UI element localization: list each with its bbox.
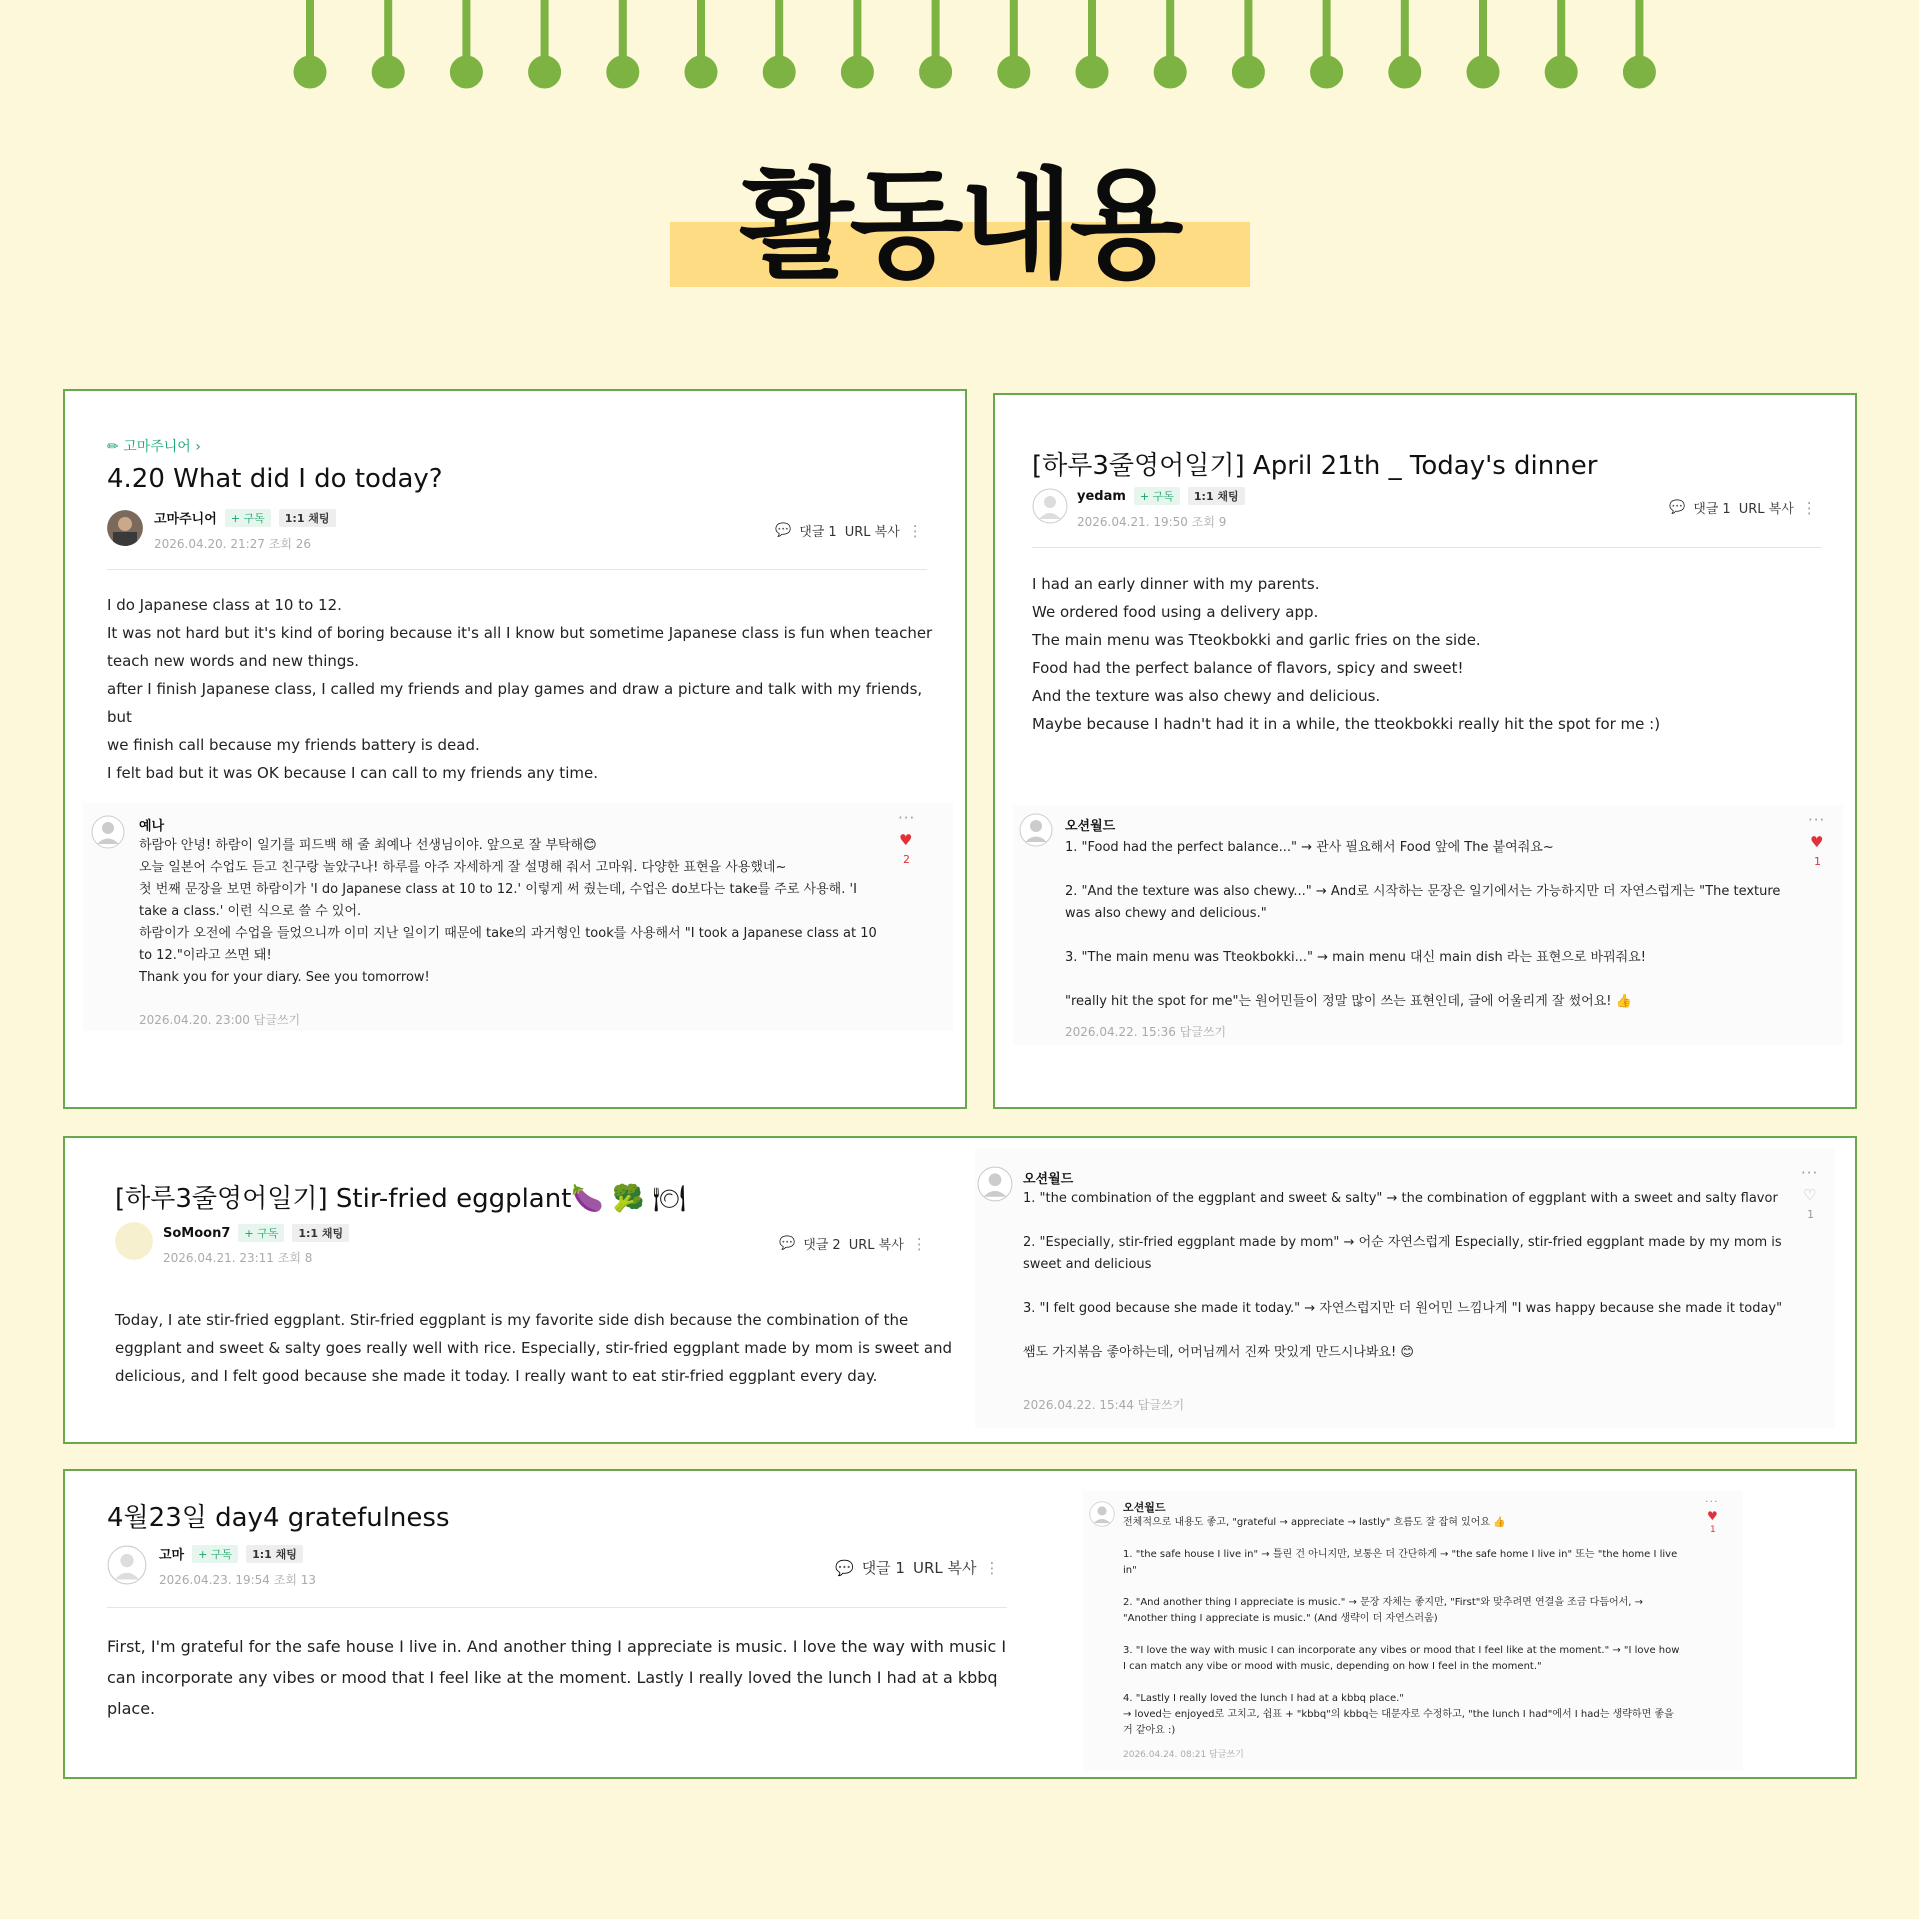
url-copy-button[interactable]: URL 복사 bbox=[844, 525, 900, 540]
comment-more-icon[interactable]: ··· bbox=[1801, 1164, 1819, 1182]
post-title: 4.20 What did I do today? bbox=[107, 464, 443, 494]
comment-text: 1. "the combination of the eggplant and sweet & salty" → the combination of eggplant with a sweet and salty flavor 2. "Especially, stir-fried eggplant made by mom" → 어순 자연스럽게 Especially, stir-fried eggplant made by my mom is sweet and delicious 3. "I felt good because she made it today." → 자연스럽지만 더 원어민 느낌나게 "I was happy because she made it today" 쌤도 가지볶음 좋아하는데, 어머님께서 진짜 맛있게 만드시나봐요! 😊 bbox=[1023, 1191, 1783, 1360]
url-copy-button[interactable]: URL 복사 bbox=[912, 1559, 977, 1577]
more-icon[interactable]: ⋮ bbox=[907, 521, 924, 540]
author-row bbox=[1077, 487, 1245, 505]
comment-more-icon[interactable]: ··· bbox=[1808, 811, 1826, 829]
comment-more-icon[interactable]: ··· bbox=[898, 809, 916, 827]
body-line: I felt bad but it was OK because I can call to my friends any time. bbox=[107, 764, 598, 782]
post-body bbox=[107, 591, 937, 787]
commenter-name[interactable]: 예나 bbox=[139, 819, 165, 834]
like-count: 1 bbox=[1807, 1208, 1814, 1221]
body-line: We ordered food using a delivery app. bbox=[1032, 603, 1319, 621]
binder-ring-head bbox=[920, 56, 952, 88]
binder-ring-head bbox=[1311, 56, 1343, 88]
commenter-avatar[interactable] bbox=[91, 815, 125, 849]
subscribe-button[interactable]: + 구독 bbox=[225, 509, 271, 527]
comment-icon[interactable]: 💬 bbox=[1669, 500, 1686, 515]
divider bbox=[107, 569, 927, 570]
comment-count[interactable]: 댓글 1 bbox=[1693, 502, 1731, 517]
chat-button[interactable]: 1:1 채팅 bbox=[279, 509, 336, 527]
body-line: First, I'm grateful for the safe house I live in. And another thing I appreciate is music. I love the way with music I bbox=[107, 1637, 1007, 1656]
post-body bbox=[1032, 570, 1822, 738]
diary-card-1 bbox=[63, 389, 967, 1109]
diary-card-2 bbox=[993, 393, 1857, 1109]
more-icon[interactable]: ⋮ bbox=[984, 1558, 1001, 1577]
heading-block bbox=[0, 155, 1919, 295]
binder-ring-head bbox=[685, 56, 717, 88]
comment-text: 전체적으로 내용도 좋고, "grateful → appreciate → lastly" 흐름도 잘 잡혀 있어요 👍 1. "the safe house I live in" → 틀린 건 아니지만, 보통은 더 간단하게 → "the safe home I live in" 또는 "the home I live in" 2. "And another thing I appreciate is music." → 문장 자체는 좋지만, "First"와 맞추려면 연결을 조금 다듬어서, → "Another thing I appreciate is music." (And 생략이 더 자연스러움) 3. "I love the way with music I can incorporate any vibes or mood that I feel like at the moment." → "I love how I can match any vibe or mood with music, depending on how I feel in the moment." 4. "Lastly I really loved the lunch I had at a kbbq place." → loved는 enjoyed로 고치고, 쉼표 + "kbbq"의 kbbq는 대문자로 수정하고, "the lunch I had"에서 I had는 생략하면 좋을 거 같아요 :) bbox=[1123, 1517, 1680, 1736]
comment-count[interactable]: 댓글 2 bbox=[803, 1238, 841, 1253]
body-line: The main menu was Tteokbokki and garlic fries on the side. bbox=[1032, 631, 1481, 649]
binder-ring-head bbox=[607, 56, 639, 88]
binder-ring-head bbox=[1232, 56, 1264, 88]
more-icon[interactable]: ⋮ bbox=[911, 1234, 928, 1253]
url-copy-button[interactable]: URL 복사 bbox=[1738, 502, 1794, 517]
author-name[interactable]: SoMoon7 bbox=[163, 1225, 231, 1241]
body-line: I had an early dinner with my parents. bbox=[1032, 575, 1320, 593]
like-count: 2 bbox=[903, 853, 910, 866]
author-name[interactable]: yedam bbox=[1077, 488, 1126, 504]
comment-box bbox=[1013, 805, 1843, 1045]
author-name[interactable]: 고마 bbox=[159, 1548, 185, 1563]
chat-button[interactable]: 1:1 채팅 bbox=[246, 1545, 303, 1563]
subscribe-button[interactable]: + 구독 bbox=[1134, 487, 1180, 505]
binder-ring-head bbox=[1154, 56, 1186, 88]
commenter-name[interactable]: 오션월드 bbox=[1123, 1501, 1166, 1514]
author-avatar[interactable] bbox=[107, 1545, 147, 1585]
binder-rings bbox=[0, 0, 1919, 100]
comment-count[interactable]: 댓글 1 bbox=[861, 1559, 905, 1577]
binder-ring-head bbox=[1467, 56, 1499, 88]
body-line: place. bbox=[107, 1699, 156, 1718]
pencil-icon: ✏ bbox=[107, 439, 119, 455]
more-icon[interactable]: ⋮ bbox=[1801, 498, 1818, 517]
heart-icon[interactable]: ♥ bbox=[1810, 833, 1824, 851]
comment-date[interactable]: 2026.04.22. 15:44 답글쓰기 bbox=[1023, 1398, 1185, 1412]
chat-button[interactable]: 1:1 채팅 bbox=[292, 1224, 349, 1242]
chat-button[interactable]: 1:1 채팅 bbox=[1188, 487, 1245, 505]
binder-ring-head bbox=[529, 56, 561, 88]
comment-date[interactable]: 2026.04.24. 08:21 답글쓰기 bbox=[1123, 1750, 1244, 1760]
binder-ring-head bbox=[998, 56, 1030, 88]
post-title: [하루3줄영어일기] Stir-fried eggplant🍆 🥦 🍽 bbox=[115, 1184, 686, 1214]
post-actions bbox=[775, 521, 924, 540]
author-avatar[interactable] bbox=[115, 1222, 153, 1260]
post-title: [하루3줄영어일기] April 21th _ Today's dinner bbox=[1032, 451, 1598, 481]
page-heading: 활동내용 bbox=[739, 156, 1180, 294]
comment-more-icon[interactable]: ··· bbox=[1705, 1495, 1719, 1508]
post-actions bbox=[835, 1557, 1001, 1578]
author-row bbox=[154, 508, 336, 527]
comment-text: 1. "Food had the perfect balance..." → 관사 필요해서 Food 앞에 The 붙여줘요~ 2. "And the texture was also chewy..." → And로 시작하는 문장은 일기에서는 가능하지만 더 자연스럽게는 "The texture was also chewy and delicious." 3. "The main menu was Tteokbokki..." → main menu 대신 main dish 라는 표현으로 바꿔줘요! "really hit the spot for me"는 원어민들이 정말 많이 쓰는 표현인데, 글에 어울리게 잘 썼어요! 👍 bbox=[1065, 840, 1781, 1009]
breadcrumb[interactable] bbox=[107, 436, 201, 456]
binder-ring-head bbox=[763, 56, 795, 88]
comment-count[interactable]: 댓글 1 bbox=[799, 525, 837, 540]
heart-icon[interactable]: ♥ bbox=[899, 831, 913, 849]
binder-ring-head bbox=[841, 56, 873, 88]
post-date-views: 2026.04.23. 19:54 조회 13 bbox=[159, 1573, 317, 1587]
body-line: delicious, and I felt good because she made it today. I really want to eat stir-fried eggplant every day. bbox=[115, 1367, 878, 1385]
post-actions bbox=[779, 1234, 928, 1253]
binder-ring-head bbox=[1389, 56, 1421, 88]
body-line: teach new words and new things. bbox=[107, 652, 359, 670]
comment-box bbox=[1083, 1491, 1743, 1771]
author-avatar[interactable] bbox=[1032, 488, 1068, 524]
post-date-views: 2026.04.21. 19:50 조회 9 bbox=[1077, 515, 1227, 529]
like-count: 1 bbox=[1814, 855, 1821, 868]
body-line: I do Japanese class at 10 to 12. bbox=[107, 596, 342, 614]
comment-date[interactable]: 2026.04.20. 23:00 답글쓰기 bbox=[139, 1013, 301, 1027]
commenter-name[interactable]: 오션월드 bbox=[1023, 1172, 1074, 1187]
binder-ring-head bbox=[294, 56, 326, 88]
subscribe-button[interactable]: + 구독 bbox=[192, 1545, 238, 1563]
diary-card-4 bbox=[63, 1469, 1857, 1779]
comment-box bbox=[83, 803, 953, 1031]
body-line: And the texture was also chewy and delicious. bbox=[1032, 687, 1381, 705]
commenter-avatar[interactable] bbox=[977, 1166, 1013, 1202]
post-body bbox=[107, 1631, 1037, 1724]
heart-outline-icon[interactable]: ♡ bbox=[1803, 1186, 1817, 1204]
url-copy-button[interactable]: URL 복사 bbox=[848, 1238, 904, 1253]
post-title: 4월23일 day4 gratefulness bbox=[107, 1503, 450, 1533]
commenter-avatar[interactable] bbox=[1019, 813, 1053, 847]
body-line: Food had the perfect balance of flavors, spicy and sweet! bbox=[1032, 659, 1464, 677]
binder-ring-head bbox=[372, 56, 404, 88]
comment-box bbox=[975, 1148, 1835, 1428]
divider bbox=[107, 1607, 1007, 1608]
body-line: It was not hard but it's kind of boring because it's all I know but sometime Japanese class is fun when teacher bbox=[107, 624, 933, 642]
post-body bbox=[115, 1306, 965, 1390]
diary-card-3 bbox=[63, 1136, 1857, 1444]
heart-icon[interactable]: ♥ bbox=[1707, 1509, 1718, 1523]
divider bbox=[1032, 547, 1822, 548]
binder-ring-head bbox=[1076, 56, 1108, 88]
post-date-views: 2026.04.20. 21:27 조회 26 bbox=[154, 537, 312, 551]
binder-ring-head bbox=[1545, 56, 1577, 88]
body-line: we finish call because my friends battery is dead. bbox=[107, 736, 480, 754]
author-row bbox=[163, 1224, 349, 1242]
commenter-avatar[interactable] bbox=[1089, 1501, 1115, 1527]
binder-ring-head bbox=[450, 56, 482, 88]
comment-icon[interactable]: 💬 bbox=[779, 1236, 796, 1251]
comment-text: 하람아 안녕! 하람이 일기를 피드백 해 줄 최예나 선생님이야. 앞으로 잘 부탁해😊 오늘 일본어 수업도 듣고 친구랑 놀았구나! 하루를 아주 자세하게 잘 설명해 줘서 고마워. 다양한 표현을 사용했네~ 첫 번째 문장을 보면 하람이가 'I do Japanese class at 10 to 12.' 이렇게 써 줬는데, 수업은 do보다는 take를 주로 사용해. 'I take a class.' 이런 식으로 쓸 수 있어. 하람이가 오전에 수업을 들었으니까 이미 지난 일이기 때문에 take의 과거형인 took를 사용해서 "I took a Japanese class at 10 to 12."이라고 쓰면 돼! Thank you for your diary. See you tomorrow! bbox=[139, 838, 877, 985]
binder-ring-head bbox=[1623, 56, 1655, 88]
body-line: eggplant and sweet & salty goes really well with rice. Especially, stir-fried eggplant made by mom is sweet and bbox=[115, 1339, 953, 1357]
author-row bbox=[159, 1544, 303, 1563]
post-date-views: 2026.04.21. 23:11 조회 8 bbox=[163, 1251, 313, 1265]
breadcrumb-label: 고마주니어 › bbox=[123, 439, 201, 455]
comment-icon[interactable]: 💬 bbox=[775, 523, 792, 538]
comment-date[interactable]: 2026.04.22. 15:36 답글쓰기 bbox=[1065, 1025, 1227, 1039]
body-line: Today, I ate stir-fried eggplant. Stir-fried eggplant is my favorite side dish because the combination of the bbox=[115, 1311, 909, 1329]
author-avatar[interactable] bbox=[107, 510, 143, 546]
body-line: after I finish Japanese class, I called my friends and play games and draw a picture and talk with my friends, but bbox=[107, 680, 923, 726]
body-line: can incorporate any vibes or mood that I feel like at the moment. Lastly I really loved the lunch I had at a kbbq bbox=[107, 1668, 998, 1687]
comment-icon[interactable]: 💬 bbox=[835, 1558, 854, 1577]
author-name[interactable]: 고마주니어 bbox=[154, 512, 217, 527]
like-count: 1 bbox=[1710, 1525, 1716, 1535]
subscribe-button[interactable]: + 구독 bbox=[238, 1224, 284, 1242]
post-actions bbox=[1669, 498, 1818, 517]
body-line: Maybe because I hadn't had it in a while, the tteokbokki really hit the spot for me :) bbox=[1032, 715, 1661, 733]
commenter-name[interactable]: 오션월드 bbox=[1065, 819, 1116, 834]
